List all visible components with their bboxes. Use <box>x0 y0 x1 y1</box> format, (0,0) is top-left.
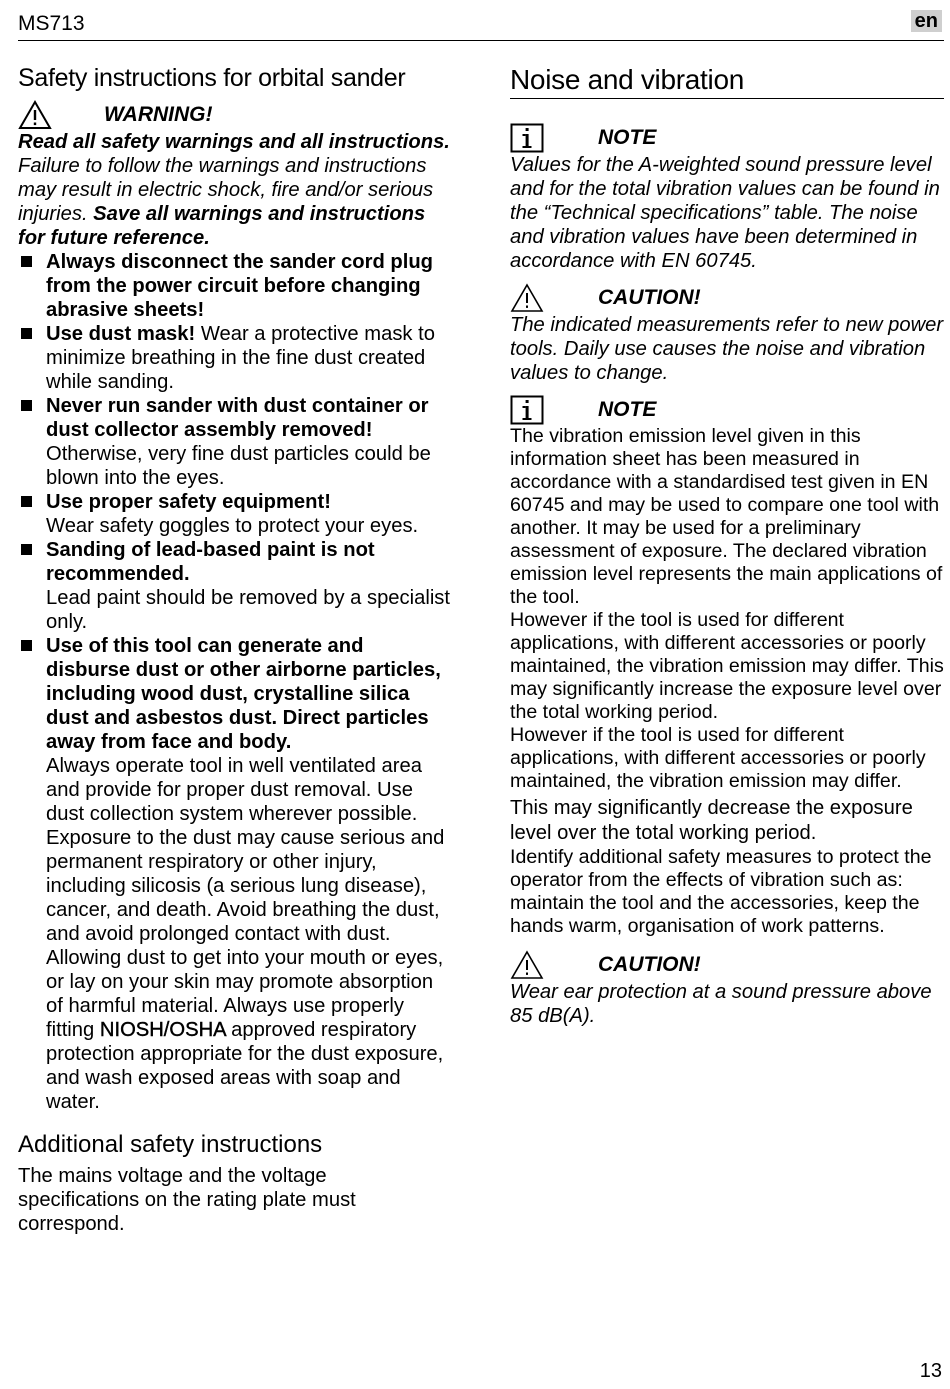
additional-heading: Additional safety instructions <box>18 1131 323 1158</box>
additional-text: The mains voltage and the voltage specifications on the rating plate must correspond. <box>18 1165 356 1235</box>
language-badge: en <box>911 10 942 32</box>
warning-triangle-icon <box>510 283 544 313</box>
list-item: Use dust mask! Wear a protective mask to minimize breathing in the fine dust created while sanding. <box>18 322 450 394</box>
paragraph: This may significantly decrease the exposure level over the total working period. <box>510 797 913 844</box>
warning-label: WARNING! <box>104 103 213 126</box>
list-item: Use proper safety equipment! Wear safety goggles to protect your eyes. <box>18 490 450 538</box>
vibration-text <box>510 425 944 938</box>
caution-head <box>510 283 944 313</box>
noise-heading: Noise and vibration <box>510 62 944 99</box>
caution-text: Wear ear protection at a sound pressure above 85 dB(A). <box>510 981 932 1027</box>
note-text: Values for the A-weighted sound pressure level and for the total vibration values can be found in the “Technical specifications” table. The noise and vibration values have been determined in accordance with EN 60745. <box>510 154 940 272</box>
list-item: Use of this tool can generate and disburse dust or other airborne particles, including wood dust, crystalline silica dust and asbestos dust. Direct particles away from face and body. Always operate tool in well ventilated area and provide for proper dust removal. Use dust collection system wherever possible. Exposure to the dust may cause serious and permanent respiratory or other injury, including silicosis (a serious lung disease), cancer, and death. Avoid breathing the dust, and avoid prolonged contact with dust. Allowing dust to get into your mouth or eyes, or lay on your skin may promote absorption of harmful material. Always use properly fitting NIOSH/OSHA approved respiratory protection appropriate for the dust exposure, and wash exposed areas with soap and water. <box>18 634 450 1114</box>
paragraph: The vibration emission level given in this information sheet has been measured in accordance with a standardised test given in EN 60745 and may be used to compare one tool with another. It may be used for a preliminary assessment of exposure. The declared vibration emission level represents the main applications of the tool. <box>510 425 943 608</box>
model-name: MS713 <box>18 12 85 35</box>
info-icon <box>510 123 544 153</box>
left-column <box>18 62 450 1236</box>
paragraph: However if the tool is used for different applications, with different accessories or poorly maintained, the vibration emission may differ. This may significantly increase the exposure level over the total working period. <box>510 609 944 723</box>
caution-label: CAUTION! <box>598 286 701 309</box>
note-label: NOTE <box>598 398 657 421</box>
caution-head <box>510 950 944 980</box>
safety-heading: Safety instructions for orbital sander <box>18 64 406 92</box>
note-label: NOTE <box>598 126 657 149</box>
paragraph: Identify additional safety measures to protect the operator from the effects of vibration such as: maintain the tool and the accessories, keep the hands warm, organisation of work patterns. <box>510 846 932 937</box>
caution-label: CAUTION! <box>598 953 701 976</box>
paragraph: However if the tool is used for different applications, with different accessories or poorly maintained, the vibration emission may differ. <box>510 724 926 792</box>
warning-head <box>18 100 450 130</box>
warning-triangle-icon <box>510 950 544 980</box>
info-icon <box>510 395 544 425</box>
note-head <box>510 123 944 153</box>
warning-text: Read all safety warnings and all instructions. Failure to follow the warnings and instructions may result in electric shock, fire and/or serious injuries. Save all warnings and instructions for future reference. <box>18 131 450 249</box>
list-item: Never run sander with dust container or dust collector assembly removed! Otherwise, very fine dust particles could be blown into the eyes. <box>18 394 450 490</box>
note-head <box>510 395 944 425</box>
list-item: Sanding of lead-based paint is not recommended. Lead paint should be removed by a specialist only. <box>18 538 450 634</box>
list-item: Always disconnect the sander cord plug from the power circuit before changing abrasive sheets! <box>18 250 450 322</box>
page-header <box>18 10 944 41</box>
safety-list <box>18 250 450 1114</box>
right-column <box>510 62 944 1028</box>
page-number: 13 <box>919 1360 942 1382</box>
caution-text: The indicated measurements refer to new power tools. Daily use causes the noise and vibration values to change. <box>510 314 944 384</box>
warning-triangle-icon <box>18 100 52 130</box>
